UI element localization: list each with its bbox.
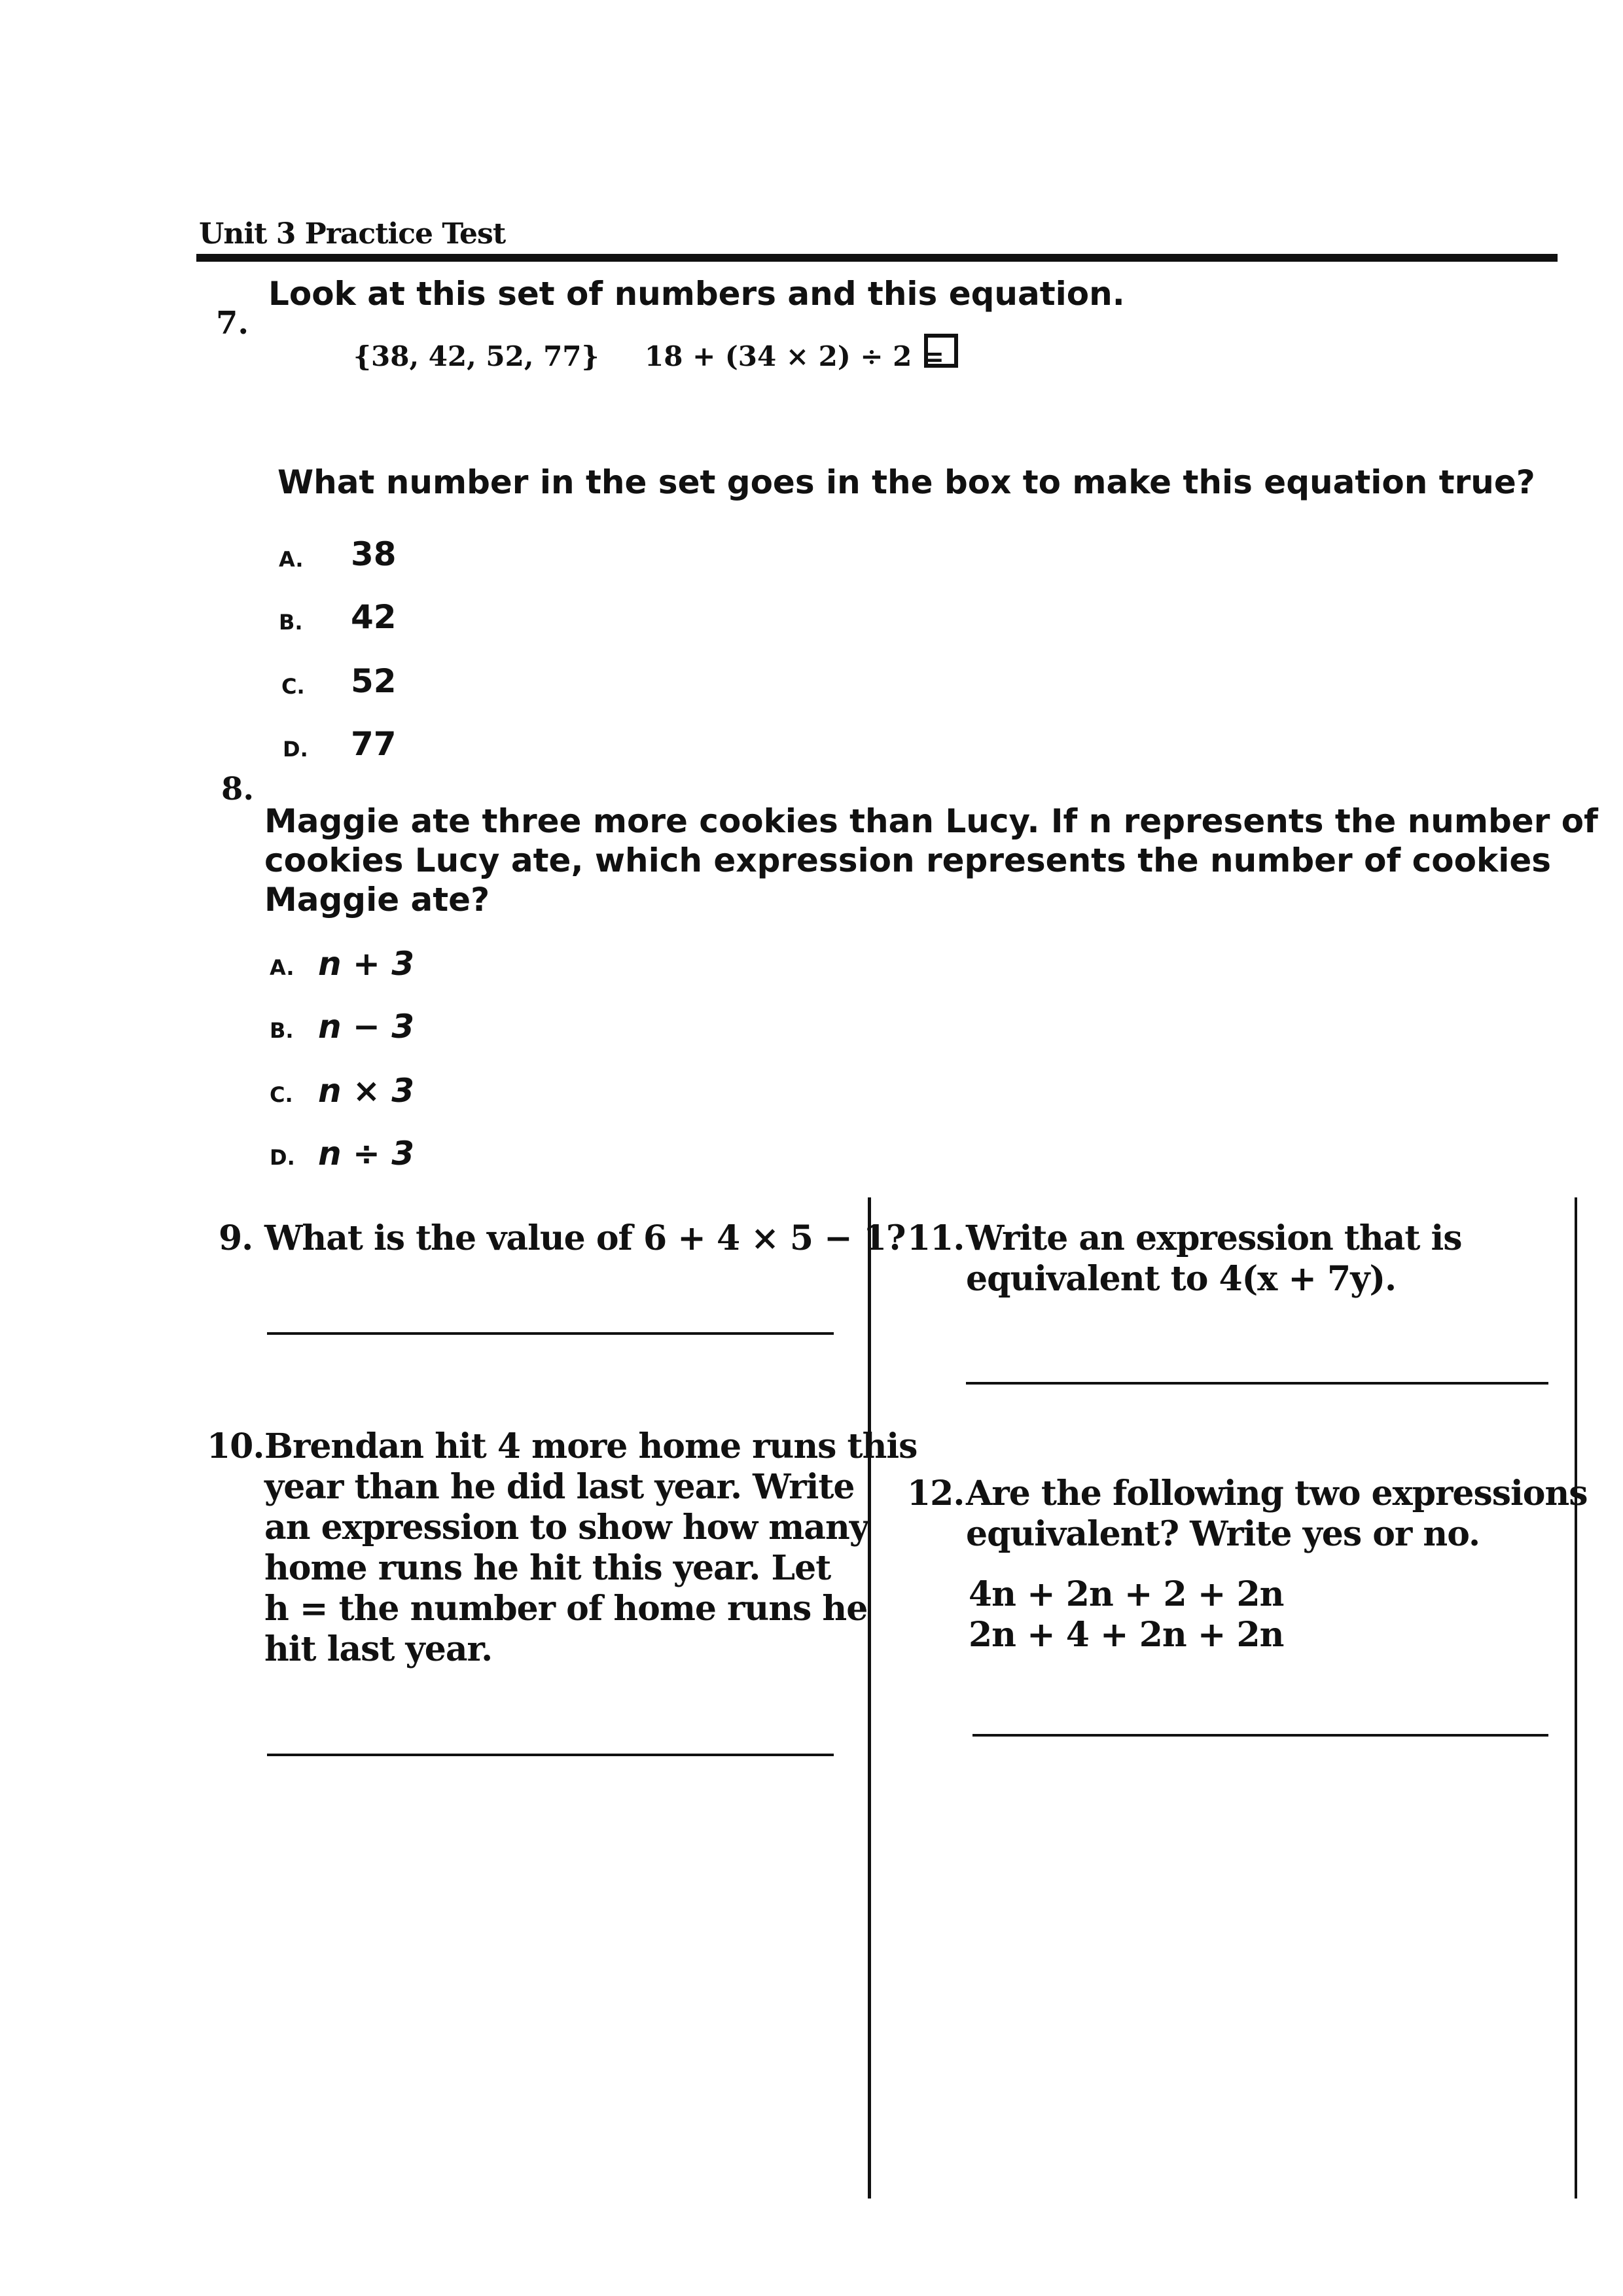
q7-choice-b-letter: B. <box>279 610 303 635</box>
column-divider <box>868 1197 871 2199</box>
q8-choice-c-letter: C. <box>270 1082 293 1107</box>
q11-line-1: Write an expression that is <box>966 1218 1462 1258</box>
q8-choice-d-letter: D. <box>270 1145 295 1170</box>
q8-choice-c-value: n × 3 <box>318 1072 415 1110</box>
q10-line-5: h = the number of home runs he <box>264 1589 868 1629</box>
q8-choice-d-value: n ÷ 3 <box>318 1135 415 1173</box>
q8-choice-b-value: n − 3 <box>318 1008 415 1046</box>
q10-number: 10. <box>207 1426 264 1466</box>
header-rule <box>196 254 1558 262</box>
q10-line-4: home runs he hit this year. Let <box>264 1548 831 1588</box>
q10-line-6: hit last year. <box>264 1629 493 1669</box>
q11-number: 11. <box>907 1218 965 1258</box>
q9-number: 9. <box>219 1218 253 1258</box>
q8-choice-a-value: n + 3 <box>318 945 415 983</box>
q8-prompt-line-3: Maggie ate? <box>264 881 490 919</box>
q9-answer-line[interactable] <box>267 1332 834 1335</box>
q12-number: 12. <box>907 1474 965 1513</box>
q7-question: What number in the set goes in the box to make this equation true? <box>277 463 1535 501</box>
q8-choice-b-letter: B. <box>270 1018 294 1043</box>
q12-line-1: Are the following two expressions <box>966 1474 1588 1513</box>
q8-choice-a-letter: A. <box>270 955 294 980</box>
q7-equation: 18 + (34 × 2) ÷ 2 = <box>645 340 945 372</box>
q9-text: What is the value of 6 + 4 × 5 − 1? <box>264 1218 906 1258</box>
right-border <box>1575 1197 1577 2199</box>
q7-choice-c-value: 52 <box>351 662 397 700</box>
q7-choice-c-letter: C. <box>281 674 305 699</box>
q10-line-3: an expression to show how many <box>264 1508 868 1547</box>
q7-choice-a-value: 38 <box>351 535 397 573</box>
q7-choice-d-letter: D. <box>283 737 308 762</box>
q10-line-2: year than he did last year. Write <box>264 1467 855 1507</box>
q10-answer-line[interactable] <box>267 1754 834 1756</box>
q11-line-2: equivalent to 4(x + 7y). <box>966 1259 1397 1299</box>
q12-line-2: equivalent? Write yes or no. <box>966 1514 1480 1554</box>
q7-number: 7. <box>216 305 249 342</box>
q10-line-1: Brendan hit 4 more home runs this <box>264 1426 918 1466</box>
q8-number: 8. <box>221 771 255 807</box>
q8-prompt-line-1: Maggie ate three more cookies than Lucy. If n represents the number of <box>264 802 1598 840</box>
q11-answer-line[interactable] <box>966 1382 1548 1385</box>
q12-expression-1: 4n + 2n + 2 + 2n <box>969 1574 1284 1614</box>
q12-expression-2: 2n + 4 + 2n + 2n <box>969 1615 1284 1655</box>
q7-choice-b-value: 42 <box>351 598 397 636</box>
q7-number-set: {38, 42, 52, 77} <box>353 340 599 372</box>
q7-choice-d-value: 77 <box>351 725 397 763</box>
page-title: Unit 3 Practice Test <box>199 217 506 251</box>
answer-box <box>924 334 958 368</box>
q8-prompt-line-2: cookies Lucy ate, which expression represents the number of cookies <box>264 841 1552 879</box>
q7-prompt: Look at this set of numbers and this equation. <box>268 275 1125 313</box>
q7-choice-a-letter: A. <box>279 547 304 572</box>
q12-answer-line[interactable] <box>972 1734 1548 1737</box>
